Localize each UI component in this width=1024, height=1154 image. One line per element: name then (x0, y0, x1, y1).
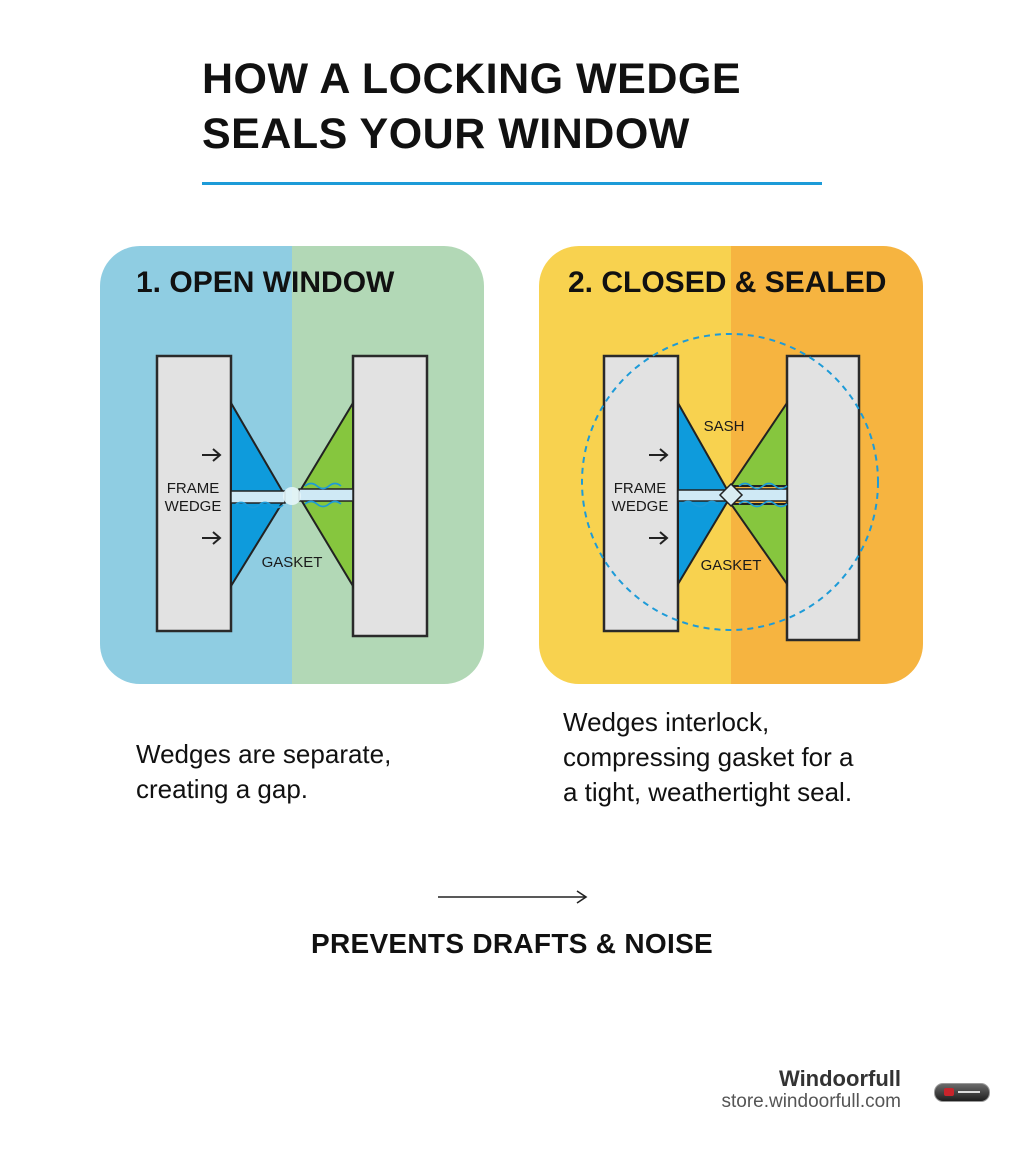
gasket-strip-frame (678, 490, 726, 501)
wedge-label: WEDGE (611, 498, 669, 515)
sash-wedge-upper (731, 403, 787, 486)
frame-wedge-label (607, 480, 673, 516)
closed-desc-line-1: Wedges interlock, (563, 707, 770, 737)
gasket-label: GASKET (261, 554, 323, 571)
closed-desc-line-2: compressing gasket for a (563, 742, 854, 772)
frame-label: FRAME (166, 480, 220, 497)
title-line-2: SEALS YOUR WINDOW (202, 110, 690, 158)
tagline: PREVENTS DRAFTS & NOISE (310, 928, 714, 959)
gasket-strip-sash (299, 489, 353, 501)
frame-wedge-lower (231, 500, 284, 586)
frame-wedge-upper (231, 403, 284, 494)
open-window-title: 1. OPEN WINDOW (136, 266, 395, 299)
title-line-1: HOW A LOCKING WEDGE (202, 55, 742, 103)
brand-url: store.windoorfull.com (721, 1091, 901, 1112)
closed-sealed-description (563, 705, 853, 810)
sash-block (353, 356, 427, 636)
brand-name: Windoorfull (779, 1066, 901, 1091)
gasket-strip-frame (231, 491, 285, 503)
frame-wedge-upper (678, 403, 729, 493)
open-window-description (136, 737, 391, 807)
closed-desc-line-3: a tight, weathertight seal. (563, 777, 853, 807)
flow-arrow-icon (438, 887, 590, 907)
open-desc-line-2: creating a gap. (136, 774, 309, 804)
frame-label: FRAME (613, 480, 667, 497)
closed-sealed-title: 2. CLOSED & SEALED (568, 266, 887, 299)
frame-wedge-label (160, 480, 226, 516)
brand-badge-icon (934, 1083, 990, 1102)
sash-wedge-upper (300, 403, 353, 491)
sash-wedge-lower (300, 498, 353, 586)
gap-glow (283, 487, 301, 505)
sash-label: SASH (703, 418, 745, 435)
open-desc-line-1: Wedges are separate, (136, 739, 392, 769)
closed-sealed-panel (539, 246, 923, 684)
open-window-panel (100, 246, 484, 684)
closed-sealed-diagram (539, 246, 923, 684)
title-underline (202, 182, 822, 185)
gasket-label: GASKET (700, 557, 762, 574)
wedge-label: WEDGE (164, 498, 222, 515)
page-title (202, 52, 842, 162)
open-window-diagram (100, 246, 484, 684)
